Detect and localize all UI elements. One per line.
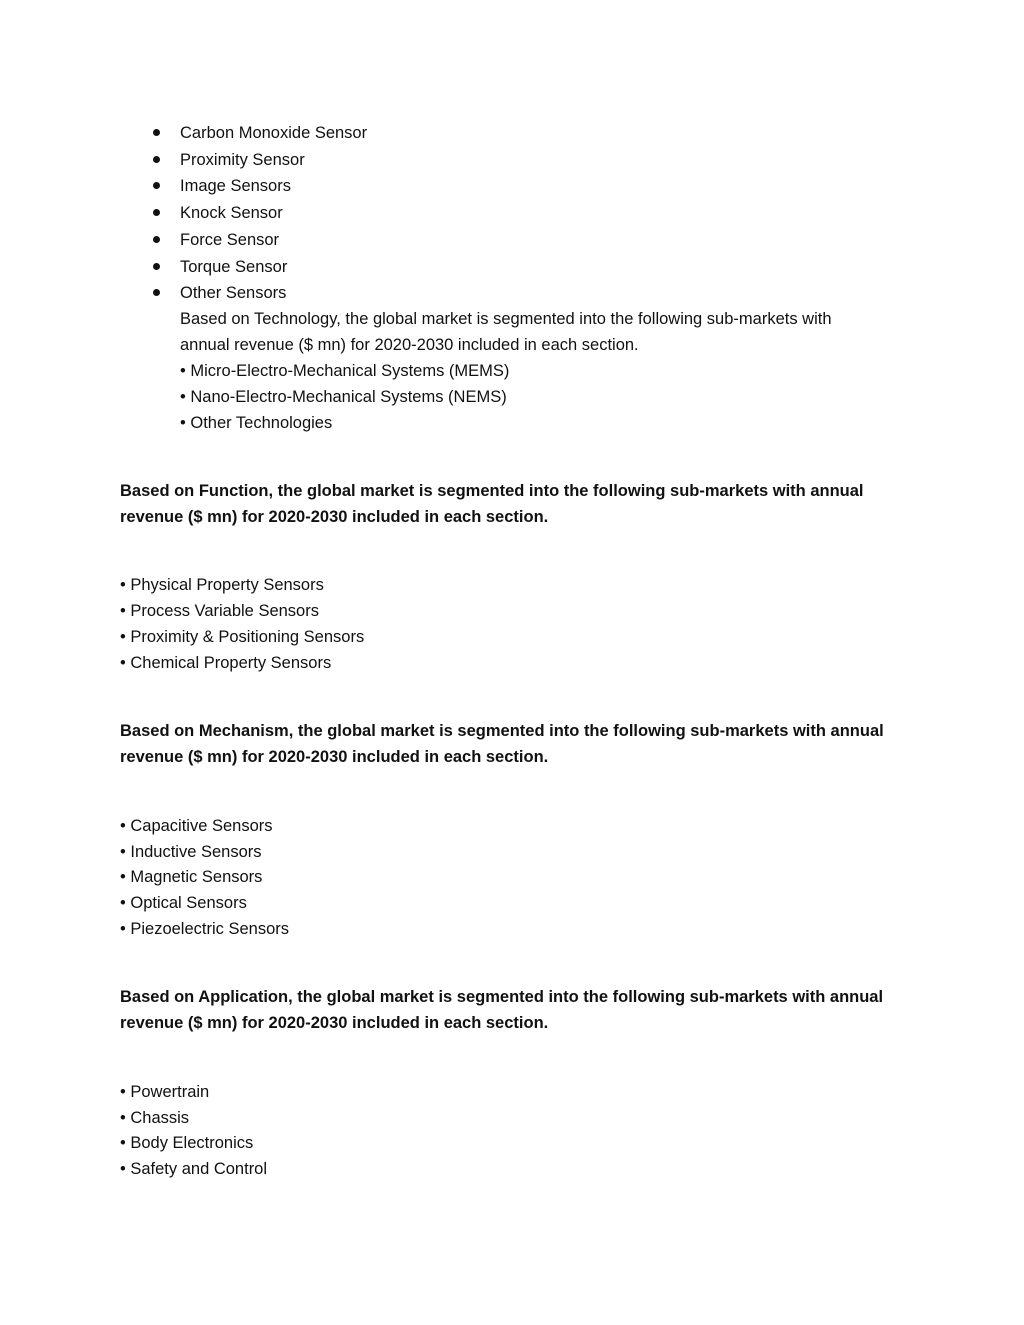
- list-item: • Chassis: [120, 1109, 190, 1127]
- list-item: • Piezoelectric Sensors: [120, 920, 290, 938]
- bullet-icon: [153, 209, 160, 216]
- technology-intro-line: Based on Technology, the global market is segmented into the following sub-markets with: [180, 310, 832, 328]
- list-item: • Other Technologies: [180, 414, 333, 432]
- list-item: • Micro-Electro-Mechanical Systems (MEMS): [180, 362, 510, 380]
- list-item: • Proximity & Positioning Sensors: [120, 628, 365, 646]
- list-item: • Process Variable Sensors: [120, 602, 319, 620]
- mechanism-heading: Based on Mechanism, the global market is segmented into the following sub-markets with annual: [120, 722, 884, 740]
- application-heading: revenue ($ mn) for 2020-2030 included in each section.: [120, 1014, 549, 1032]
- list-item-text: Knock Sensor: [180, 204, 283, 222]
- list-item-text: Force Sensor: [180, 231, 280, 249]
- list-item: • Capacitive Sensors: [120, 817, 273, 835]
- bullet-icon: [153, 156, 160, 163]
- bullet-icon: [153, 182, 160, 189]
- list-item: • Optical Sensors: [120, 894, 247, 912]
- list-item: • Powertrain: [120, 1083, 210, 1101]
- bullet-icon: [153, 263, 160, 270]
- bullet-icon: [153, 129, 160, 136]
- technology-intro-line: annual revenue ($ mn) for 2020-2030 included in each section.: [180, 336, 639, 354]
- list-item-text: Carbon Monoxide Sensor: [180, 124, 368, 142]
- list-item-text: Other Sensors: [180, 284, 287, 302]
- mechanism-heading: revenue ($ mn) for 2020-2030 included in each section.: [120, 748, 549, 766]
- list-item: • Inductive Sensors: [120, 843, 262, 861]
- list-item: • Safety and Control: [120, 1160, 268, 1178]
- application-heading: Based on Application, the global market is segmented into the following sub-markets with annual: [120, 988, 884, 1006]
- function-heading: revenue ($ mn) for 2020-2030 included in each section.: [120, 508, 549, 526]
- list-item: • Body Electronics: [120, 1134, 254, 1152]
- list-item: • Nano-Electro-Mechanical Systems (NEMS): [180, 388, 507, 406]
- function-heading: Based on Function, the global market is segmented into the following sub-markets with annual: [120, 482, 864, 500]
- list-item: • Chemical Property Sensors: [120, 654, 332, 672]
- list-item-text: Image Sensors: [180, 177, 291, 195]
- list-item: • Physical Property Sensors: [120, 576, 324, 594]
- list-item-text: Torque Sensor: [180, 258, 288, 276]
- list-item: • Magnetic Sensors: [120, 868, 263, 886]
- bullet-icon: [153, 236, 160, 243]
- bullet-icon: [153, 289, 160, 296]
- list-item-text: Proximity Sensor: [180, 151, 305, 169]
